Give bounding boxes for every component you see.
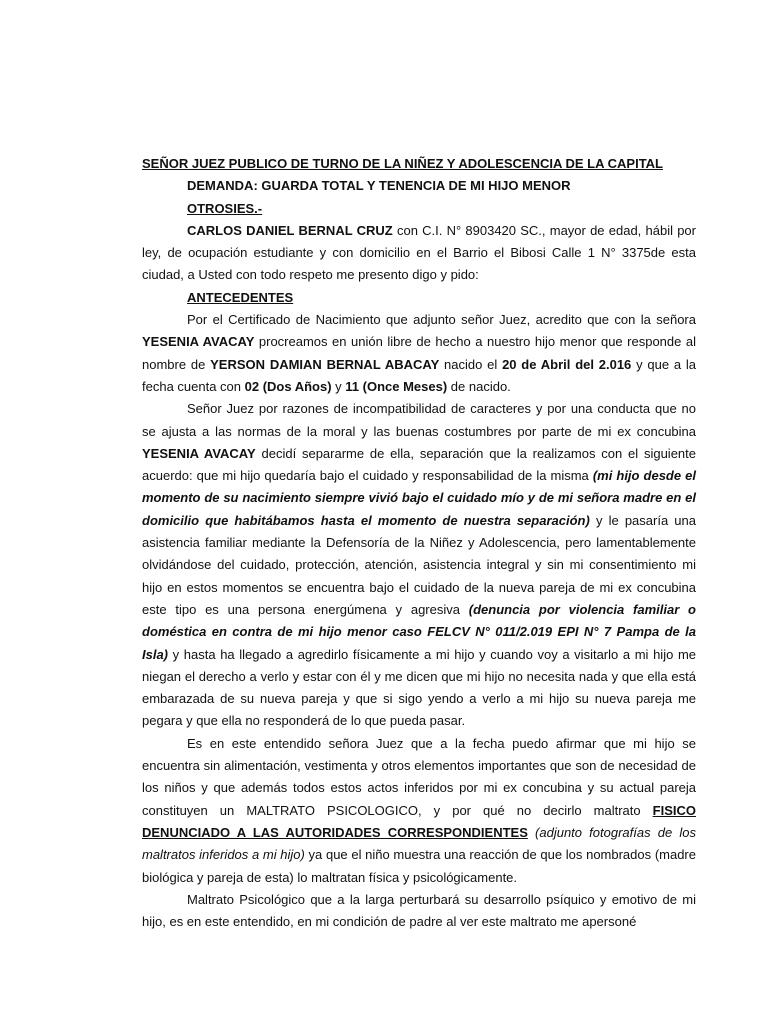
text-run: Señor Juez por razones de incompatibilidad de caracteres y por una conducta que no se ajusta a las normas de la moral y las buenas costumbres por parte de mi ex concubina	[142, 401, 696, 439]
text-run: y	[331, 378, 346, 394]
custody-note: (mi hijo desde el momento de su nacimiento siempre vivió bajo el cuidado mío y de mi señora madre en el domicilio que habitábamos hasta el momento de nuestra separación)	[142, 468, 696, 528]
text-run: de nacido.	[447, 378, 511, 394]
intro-paragraph	[142, 220, 696, 287]
mother-name: YESENIA AVACAY	[142, 445, 256, 461]
age-months: 11 (Once Meses)	[345, 378, 448, 394]
plaintiff-name: CARLOS DANIEL BERNAL CRUZ	[187, 222, 393, 238]
paragraph-birth-certificate	[142, 309, 696, 398]
mother-name: YESENIA AVACAY	[142, 334, 255, 350]
otrosies-heading: OTROSIES.-	[187, 200, 263, 216]
text-run: y que a la fecha cuenta con	[142, 356, 696, 394]
age-years: 02 (Dos Años)	[244, 378, 332, 394]
paragraph-separation	[142, 398, 696, 732]
text-run: y hasta ha llegado a agredirlo físicamente a mi hijo y cuando voy a visitarlo a mi hijo me niegan el derecho a verlo y estar con él y me dicen que mi hijo no necesita nada y que ella está embarazada de su nueva pareja y que si sigo yendo a verlo a mi hijo su nueva pareja me pegara y que ella no responderá de lo que pueda pasar.	[142, 646, 696, 729]
text-run: procreamos en unión libre de hecho a nuestro hijo menor que responde al nombre de	[142, 334, 696, 372]
text-run: decidí separarme de ella, separación que la realizamos con el siguiente acuerdo: que mi hijo quedaría bajo el cuidado y responsabilidad de la misma	[142, 445, 696, 484]
text-run: y le pasaría una asistencia familiar mediante la Defensoría de la Niñez y Adolescencia, pero lamentablemente olvidándose del cuidado, protección, atención, asistencia integral y sin mi consentimiento mi hijo en estos momentos se encuentra bajo el cuidado de la nueva pareja de mi ex concubina este tipo es una persona energúmena y agresiva	[142, 512, 697, 617]
text-run	[528, 825, 535, 840]
reported-abuse: FISICO DENUNCIADO A LAS AUTORIDADES CORRESPONDIENTES	[142, 802, 696, 840]
birth-date: 20 de Abril del 2.016	[502, 356, 632, 372]
photos-note: (adjunto fotografías de los maltratos inferidos a mi hijo)	[142, 824, 696, 863]
document-page	[142, 153, 696, 933]
text-run: Es en este entendido señora Juez que a la fecha puedo afirmar que mi hijo se encuentra sin alimentación, vestimenta y otros elementos importantes que son de necesidad de los niños y que además todos estos actos inferidos por mi ex concubina y su actual pareja constituyen un MALTRATO PSICOLOGICO, y por qué no decirlo maltrato	[142, 735, 696, 818]
antecedentes-heading: ANTECEDENTES	[187, 289, 294, 305]
paragraph-maltreatment	[142, 733, 696, 889]
demanda-heading: DEMANDA: GUARDA TOTAL Y TENENCIA DE MI HIJO MENOR	[187, 178, 571, 194]
text-run: ya que el niño muestra una reacción de que los nombrados (madre biológica y pareja de esta) lo maltratan física y psicológicamente.	[142, 847, 696, 885]
court-heading: SEÑOR JUEZ PUBLICO DE TURNO DE LA NIÑEZ Y ADOLESCENCIA DE LA CAPITAL	[142, 156, 663, 171]
paragraph-psychological	[142, 889, 696, 934]
child-name: YERSON DAMIAN BERNAL ABACAY	[210, 356, 440, 372]
text-run: Por el Certificado de Nacimiento que adjunto señor Juez, acredito que con la señora	[187, 312, 696, 328]
complaint-note: (denuncia por violencia familiar o doméstica en contra de mi hijo menor caso FELCV N° 011/2.019 EPI N° 7 Pampa de la Isla)	[142, 601, 696, 662]
text-run: Maltrato Psicológico que a la larga perturbará su desarrollo psíquico y emotivo de mi hijo, es en este entendido, en mi condición de padre al ver este maltrato me apersoné	[142, 891, 696, 930]
text-run: nacido el	[439, 356, 503, 372]
intro-text: con C.I. N° 8903420 SC., mayor de edad, hábil por ley, de ocupación estudiante y con domicilio en el Barrio el Bibosi Calle 1 N° 3375de esta ciudad, a Usted con todo respeto me presento digo y pido:	[142, 222, 696, 283]
